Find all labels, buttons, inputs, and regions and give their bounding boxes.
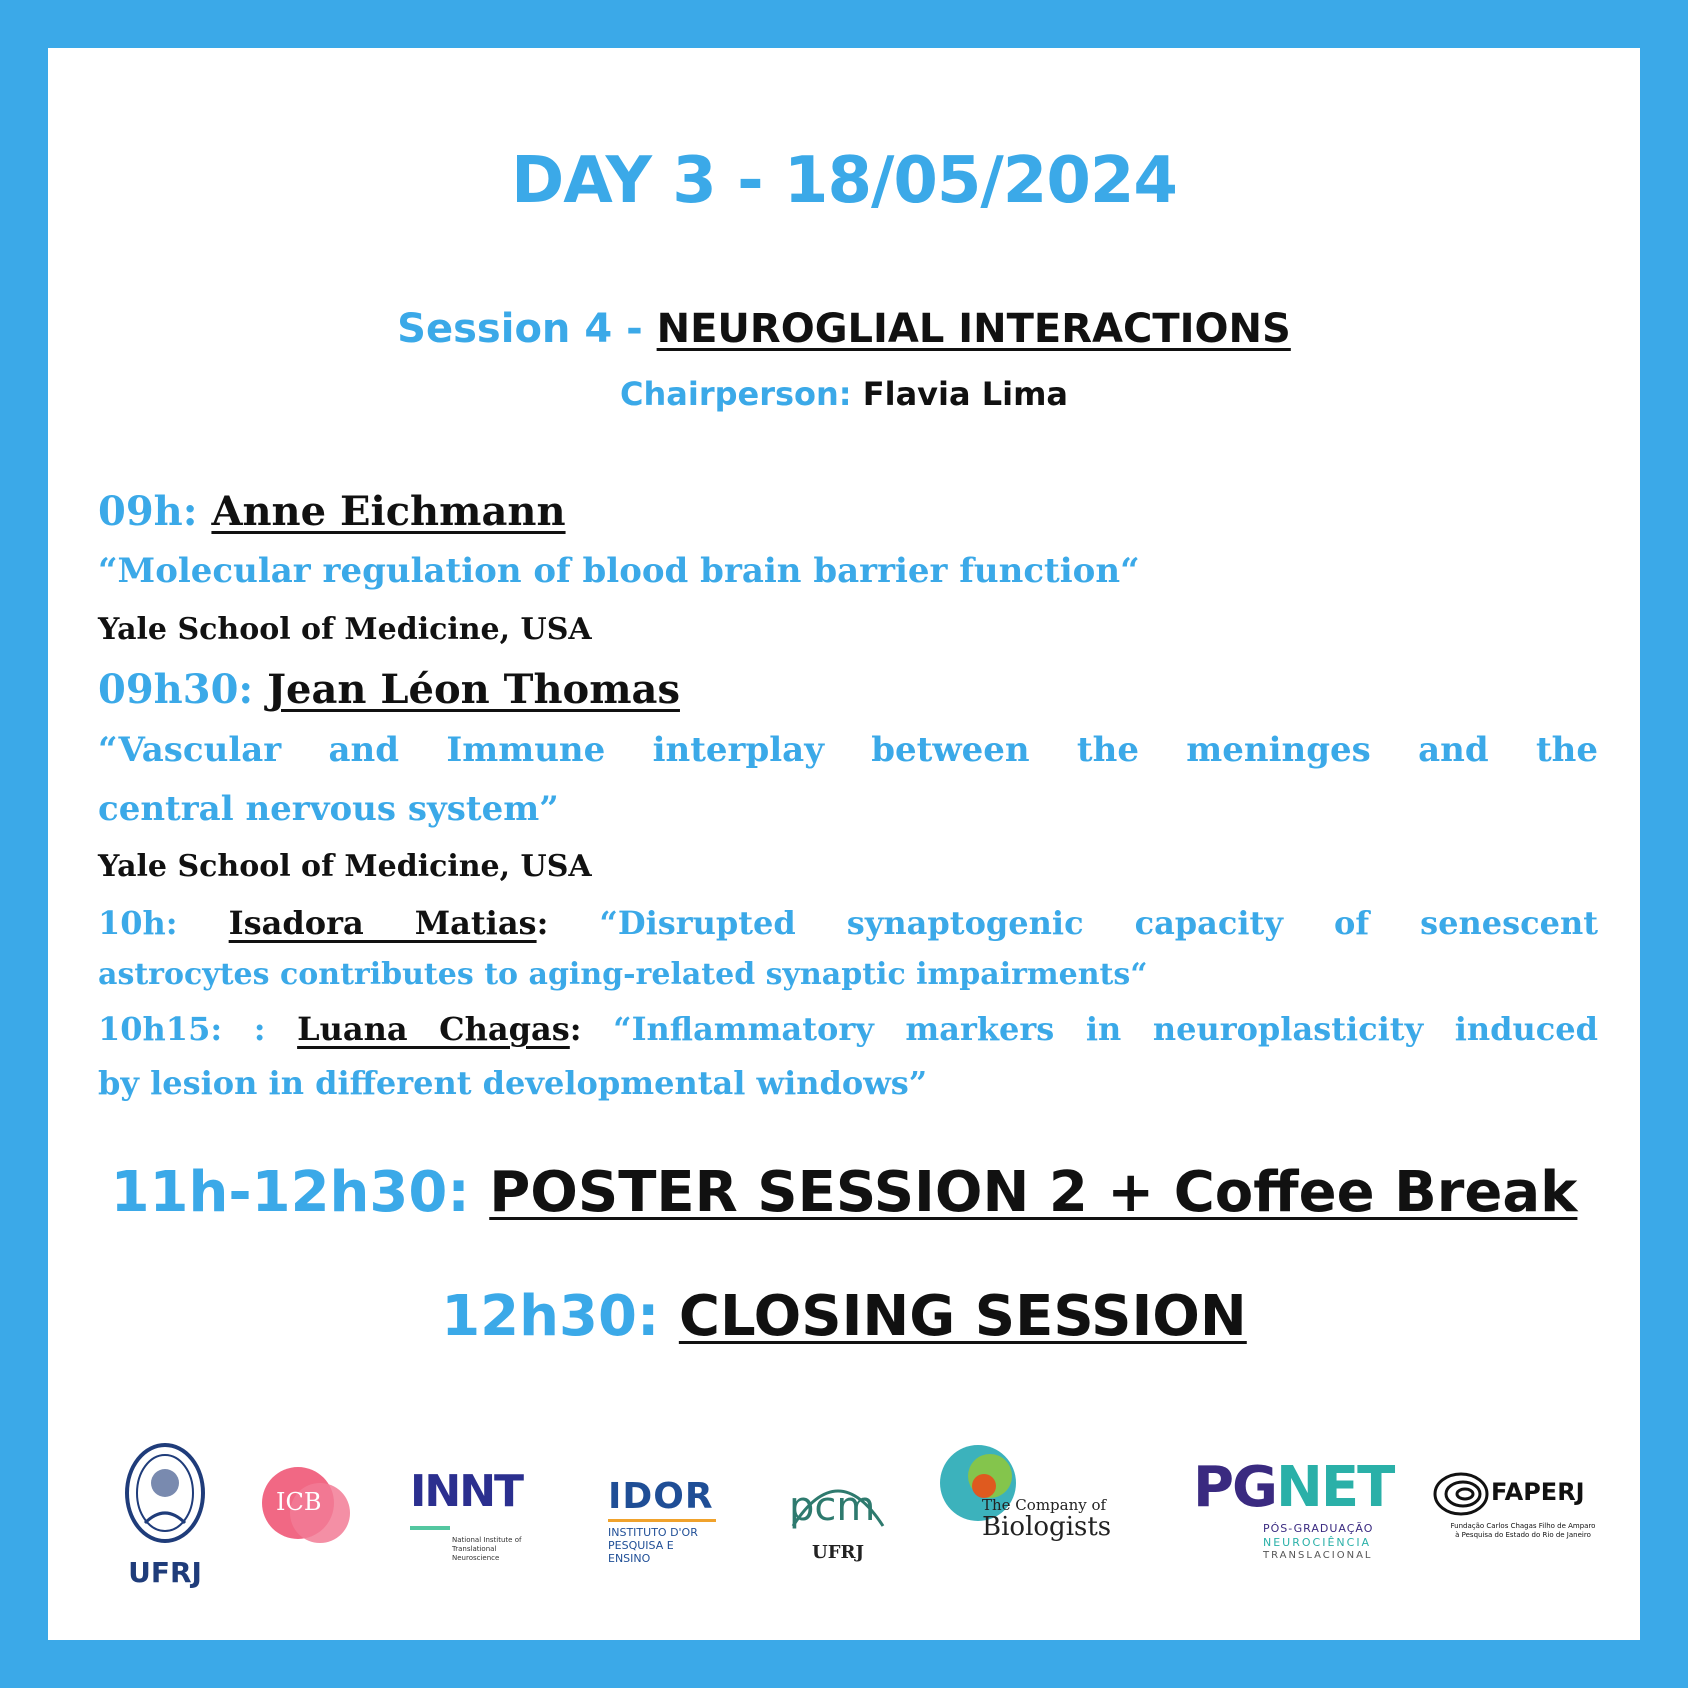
idor-subtitle-1: INSTITUTO D'OR bbox=[608, 1526, 698, 1539]
idor-label: IDOR bbox=[608, 1476, 714, 1517]
talk-2-title-line-2: central nervous system” bbox=[98, 789, 559, 829]
talk-4-title-line-1: “Inflammatory markers in neuroplasticity induced bbox=[581, 1010, 1599, 1048]
closing-session-time: 12h30: bbox=[441, 1284, 679, 1349]
talk-1-speaker: Anne Eichmann bbox=[211, 488, 566, 535]
pcm-subtitle: UFRJ bbox=[812, 1542, 864, 1563]
closing-session-label: CLOSING SESSION bbox=[678, 1284, 1247, 1349]
poster-session-label: POSTER SESSION 2 + Coffee Break bbox=[489, 1160, 1578, 1225]
talk-2-speaker: Jean Léon Thomas bbox=[267, 666, 680, 713]
talk-2-header bbox=[98, 666, 680, 713]
faperj-label: FAPERJ bbox=[1491, 1478, 1585, 1506]
talk-3-line-1 bbox=[98, 904, 1598, 942]
chair-label: Chairperson: bbox=[619, 375, 863, 413]
faperj-subtitle-1: Fundação Carlos Chagas Filho de Amparo bbox=[1450, 1522, 1596, 1530]
talk-2-title-line-1: “Vascular and Immune interplay between the meninges and the bbox=[98, 730, 1598, 770]
sponsor-logos bbox=[48, 1438, 1640, 1638]
innt-logo bbox=[410, 1466, 530, 1576]
idor-logo bbox=[608, 1476, 718, 1576]
session-name: NEUROGLIAL INTERACTIONS bbox=[656, 306, 1291, 352]
pgnet-pg: PG bbox=[1193, 1455, 1277, 1520]
talk-1-affiliation: Yale School of Medicine, USA bbox=[98, 612, 592, 647]
talk-1-header bbox=[98, 488, 566, 535]
talk-2-time: 09h30: bbox=[98, 666, 268, 713]
company-of-biologists-logo bbox=[938, 1438, 1118, 1548]
innt-label: INNT bbox=[410, 1466, 523, 1517]
ufrj-emblem-icon bbox=[110, 1438, 220, 1548]
talk-4-colon: : bbox=[569, 1010, 582, 1048]
talk-2-affiliation: Yale School of Medicine, USA bbox=[98, 849, 592, 884]
talk-4-speaker: Luana Chagas bbox=[297, 1010, 570, 1048]
pcm-label: pcm bbox=[789, 1484, 876, 1530]
talk-3-colon: : bbox=[536, 904, 549, 942]
faperj-swirl-icon bbox=[1433, 1468, 1493, 1518]
closing-session-line bbox=[48, 1284, 1640, 1349]
chair-name: Flavia Lima bbox=[862, 375, 1069, 413]
pgnet-net: NET bbox=[1276, 1455, 1394, 1520]
biologists-line-2: Biologists bbox=[982, 1512, 1112, 1542]
talk-1-time: 09h: bbox=[98, 488, 212, 535]
icb-logo bbox=[258, 1458, 358, 1558]
chairperson-line bbox=[48, 375, 1640, 413]
faperj-subtitle-2: à Pesquisa do Estado do Rio de Janeiro bbox=[1455, 1531, 1591, 1539]
idor-underline bbox=[608, 1519, 716, 1522]
talk-3-speaker: Isadora Matias bbox=[228, 904, 537, 942]
poster-frame bbox=[48, 48, 1640, 1640]
pgnet-logo bbox=[1193, 1455, 1394, 1588]
pgnet-subtitle-1: PÓS-GRADUAÇÃO bbox=[1263, 1522, 1374, 1535]
talk-1-title: “Molecular regulation of blood brain barrier function“ bbox=[98, 551, 1140, 591]
innt-accent-bar bbox=[410, 1526, 450, 1530]
page-title: DAY 3 - 18/05/2024 bbox=[511, 144, 1177, 218]
poster-session-line bbox=[48, 1160, 1640, 1225]
faperj-logo bbox=[1433, 1468, 1613, 1558]
biologists-line-1: The Company of bbox=[982, 1496, 1107, 1514]
ufrj-logo bbox=[110, 1438, 220, 1608]
talk-3-title-line-2: astrocytes contributes to aging-related synaptic impairments“ bbox=[98, 957, 1148, 992]
ufrj-label: UFRJ bbox=[128, 1556, 202, 1589]
innt-subtitle: National Institute of Translational Neuroscience bbox=[452, 1536, 522, 1562]
pgnet-subtitle-3: TRANSLACIONAL bbox=[1263, 1550, 1373, 1561]
talk-4-time: 10h15: : bbox=[98, 1010, 298, 1048]
idor-subtitle-2: PESQUISA E ENSINO bbox=[608, 1539, 674, 1565]
session-prefix: Session 4 - bbox=[397, 306, 657, 352]
talk-4-title-line-2: by lesion in different developmental windows” bbox=[98, 1064, 928, 1102]
talk-4-line-1 bbox=[98, 1010, 1598, 1048]
pcm-logo bbox=[783, 1466, 893, 1586]
pgnet-subtitle-2: NEUROCIÊNCIA bbox=[1263, 1536, 1372, 1549]
poster-session-time: 11h-12h30: bbox=[110, 1160, 490, 1225]
talk-3-time: 10h: bbox=[98, 904, 229, 942]
icb-label: ICB bbox=[276, 1488, 322, 1516]
session-heading bbox=[48, 306, 1640, 352]
talk-3-title-line-1: “Disrupted synaptogenic capacity of senescent bbox=[548, 904, 1599, 942]
